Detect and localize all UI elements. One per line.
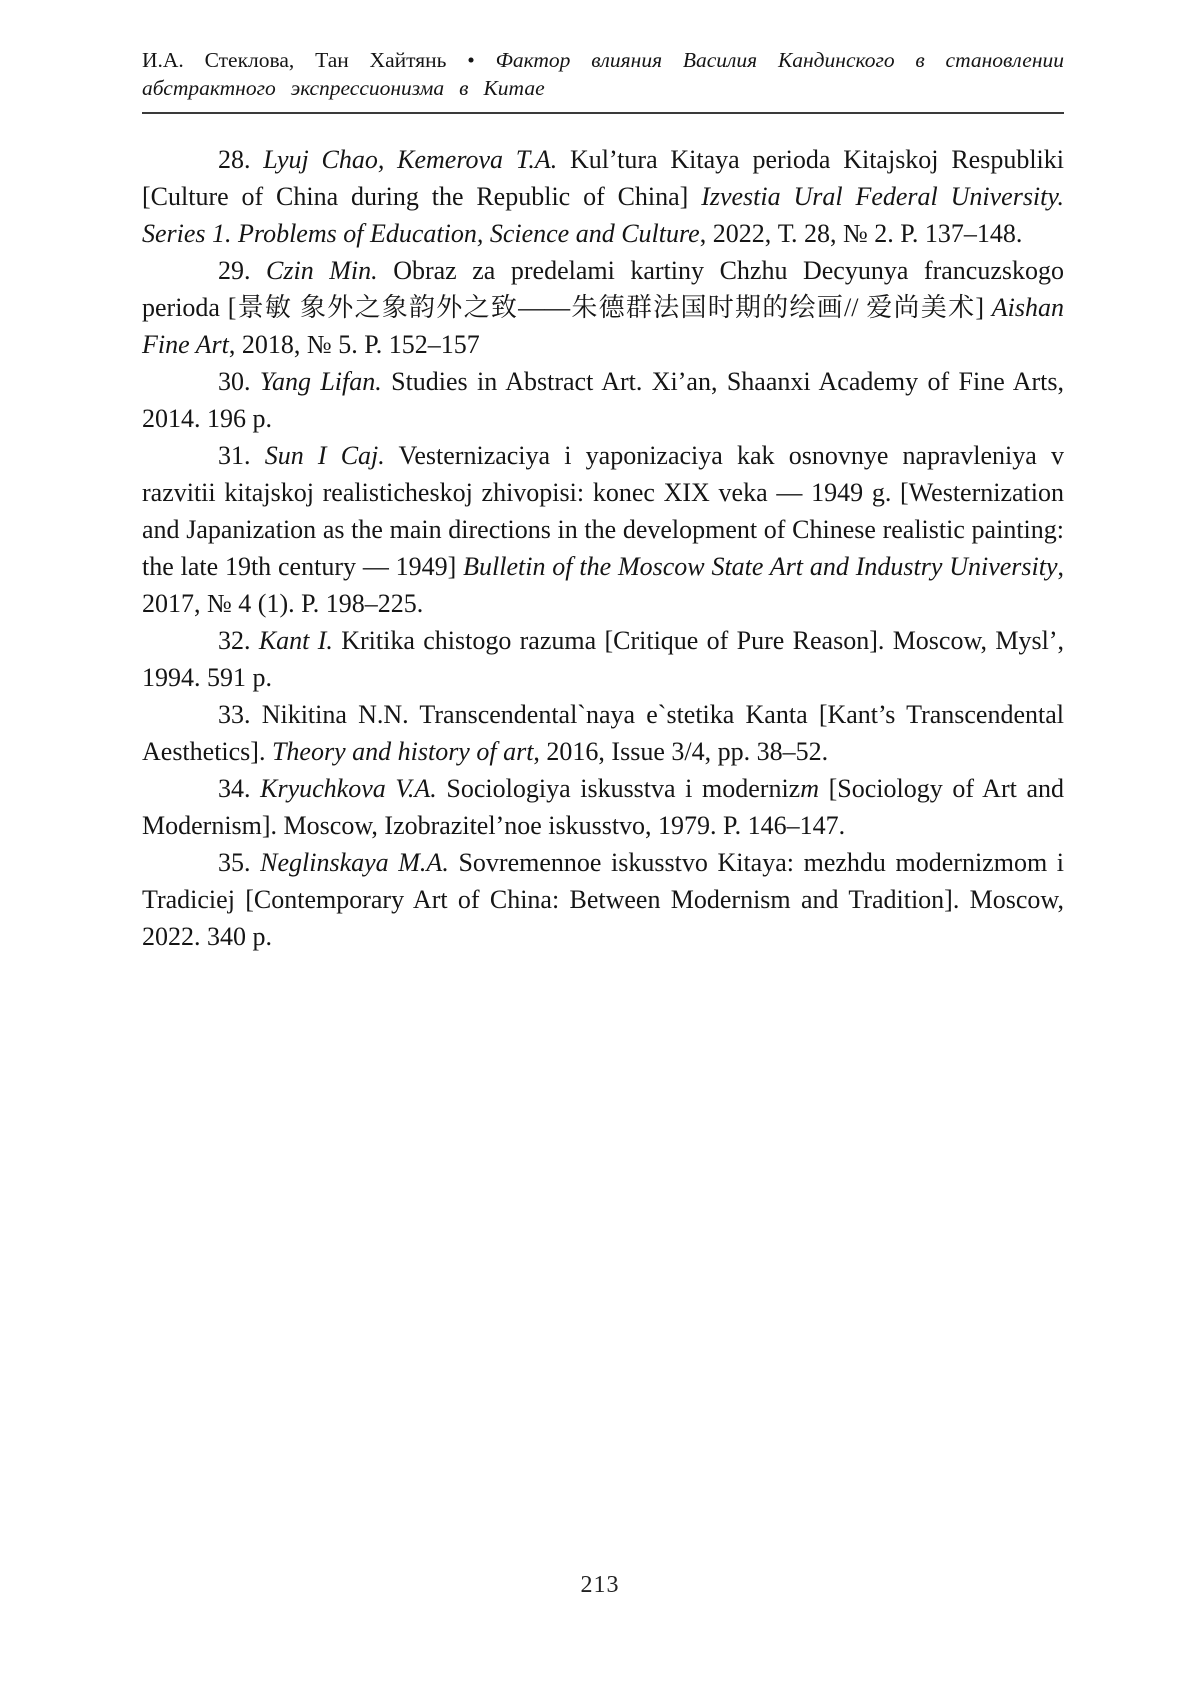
text-run: 33. Nikitina N.N. Transcendental`naya e`stetika Kanta [Kant’s Transcendental Aesthetics]. <box>142 699 1064 766</box>
text-run: 28. <box>218 144 264 174</box>
text-run: 31. <box>218 440 265 470</box>
page-content <box>142 46 1064 955</box>
text-run: Studies in Abstract Art. Xi’an, Shaanxi Academy of Fine Arts, 2014. 196 p. <box>142 366 1065 433</box>
running-header-line-1 <box>142 46 1064 74</box>
running-header-line-2 <box>142 74 1064 102</box>
reference-entry <box>142 696 1064 770</box>
reference-entry <box>142 844 1064 955</box>
text-run: , 2018, № 5. P. 152–157 <box>228 329 480 359</box>
text-run: Vesternizaciya i yaponizaciya kak osnovnye napravleniya v razvitii kitajskoj realisticheskoj zhivopisi: konec XIX veka — 1949 g. [Westernization and Japanization as the main directions in the development of Chinese realistic painting: the late 19th century — 1949] <box>142 440 1064 581</box>
reference-entry <box>142 622 1064 696</box>
text-italic-run: Kryuchkova V.A. <box>260 773 437 803</box>
text-run: , 2017, № 4 (1). P. 198–225. <box>142 551 1064 618</box>
text-run: Obraz za predelami kartiny Chzhu Decyunya francuzskogo perioda [景敏 象外之象韵外之致——朱德群法国时期的绘画// 爱尚美术] <box>142 255 1064 322</box>
text-italic-run: Lyuj Chao, Kemerova T.A. <box>263 144 558 174</box>
text-italic-run: Czin Min. <box>266 255 378 285</box>
text-run: Kul’tura Kitaya perioda Kitajskoj Respubliki [Culture of China during the Republic of China] <box>142 144 1064 211</box>
text-run: 29. <box>218 255 267 285</box>
text-run: , 2016, Issue 3/4, pp. 38–52. <box>533 736 829 766</box>
text-run: 32. <box>218 625 259 655</box>
text-italic-run: m <box>800 773 819 803</box>
reference-entry <box>142 437 1064 622</box>
references-list <box>142 141 1064 955</box>
text-italic-run: Yang Lifan. <box>259 366 382 396</box>
reference-entry <box>142 252 1064 363</box>
text-run: 30. <box>218 366 260 396</box>
text-run: Sovremennoe iskusstvo Kitaya: mezhdu modernizmom i Tradiciej [Contemporary Art of China: Between Modernism and Tradition]. Moscow, 2022. 340 p. <box>142 847 1065 951</box>
text-italic-run: Sun I Caj. <box>264 440 385 470</box>
reference-entry <box>142 141 1064 252</box>
text-italic-run: Neglinskaya M.A. <box>260 847 449 877</box>
text-run: И.А. Стеклова, Тан Хайтянь <box>142 48 447 72</box>
text-italic-run: Aishan Fine Art <box>142 292 1064 359</box>
text-italic-run: Фактор влияния Василия Кандинского в становлении <box>495 48 1065 72</box>
text-italic-run: Theory and history of art <box>271 736 534 766</box>
page-number: 213 <box>580 1572 620 1598</box>
text-run: • <box>446 48 496 72</box>
text-run: Kritika chistogo razuma [Critique of Pure Reason]. Moscow, Mysl’, 1994. 591 p. <box>142 625 1065 692</box>
text-run: 34. <box>218 773 261 803</box>
text-run: , 2022, Т. 28, № 2. P. 137–148. <box>699 218 1023 248</box>
text-run: Sociologiya iskusstva i moderniz <box>436 773 801 803</box>
running-header <box>142 46 1064 114</box>
text-italic-run: абстрактного экспрессионизма в Китае <box>142 76 545 101</box>
reference-entry <box>142 770 1064 844</box>
text-run: [Sociology of Art and Modernism]. Moscow, Izobrazitel’noe iskusstvo, 1979. P. 146–147. <box>142 773 1064 840</box>
reference-entry <box>142 363 1064 437</box>
text-run: 35. <box>218 847 261 877</box>
text-italic-run: Bulletin of the Moscow State Art and Industry University <box>463 551 1058 581</box>
text-italic-run: Izvestia Ural Federal University. Series 1. Problems of Education, Science and Culture <box>142 181 1064 248</box>
text-italic-run: Kant I. <box>258 625 333 655</box>
